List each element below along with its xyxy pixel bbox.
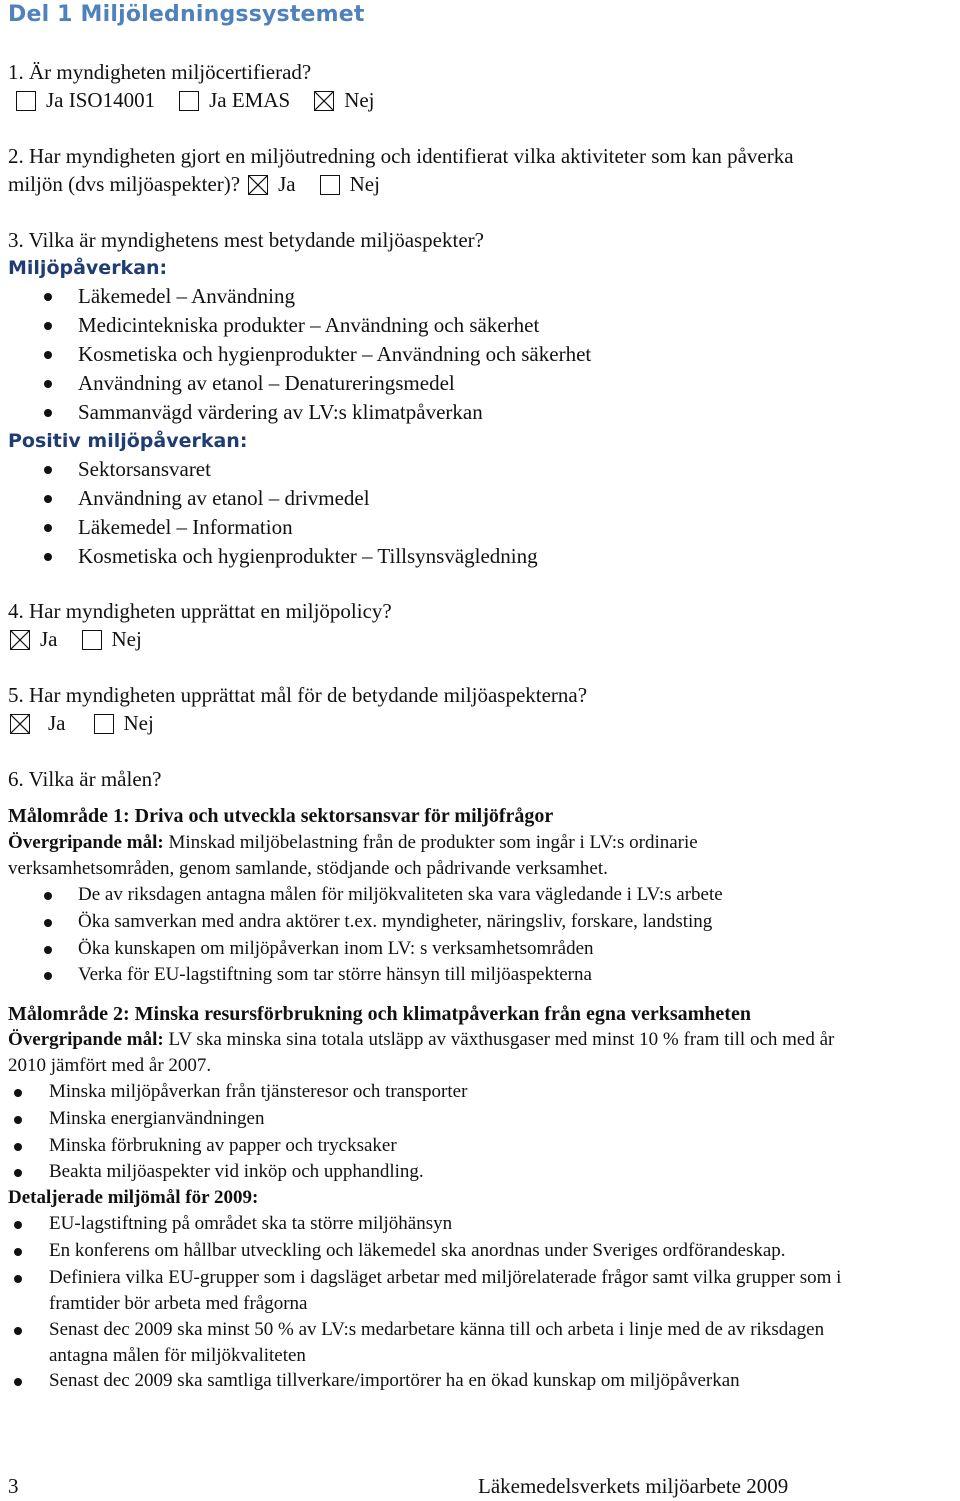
goal-area-2-overall-line-2: 2010 jämfört med år 2007. bbox=[8, 1055, 212, 1076]
option-label: Ja ISO14001 bbox=[46, 88, 156, 112]
option-label: Ja bbox=[278, 172, 296, 196]
list-item: Öka kunskapen om miljöpåverkan inom LV: s verksamhetsområden bbox=[78, 938, 594, 959]
bullet bbox=[14, 1327, 22, 1335]
list-item: EU-lagstiftning på området ska ta större miljöhänsyn bbox=[49, 1213, 453, 1234]
list-item: Medicintekniska produkter – Användning och säkerhet bbox=[78, 313, 540, 337]
list-item: Kosmetiska och hygienprodukter – Användning och säkerhet bbox=[78, 342, 592, 366]
checkbox-nej[interactable] bbox=[320, 175, 340, 195]
bullet bbox=[44, 892, 52, 900]
detailed-goals-heading: Detaljerade miljömål för 2009: bbox=[8, 1187, 259, 1208]
bullet bbox=[44, 466, 52, 474]
question-2-line-1: 2. Har myndigheten gjort en miljöutredning och identifierat vilka aktiviteter som kan påverka bbox=[8, 144, 794, 168]
bullet bbox=[44, 524, 52, 532]
bullet bbox=[44, 322, 52, 330]
option-label: Nej bbox=[344, 88, 375, 112]
option-label: Ja bbox=[48, 711, 66, 735]
bullet bbox=[14, 1248, 22, 1256]
bullet bbox=[44, 972, 52, 980]
bullet bbox=[44, 409, 52, 417]
list-item: Beakta miljöaspekter vid inköp och upphandling. bbox=[49, 1161, 424, 1182]
list-item: Senast dec 2009 ska samtliga tillverkare/importörer ha en ökad kunskap om miljöpåverkan bbox=[49, 1370, 740, 1391]
bullet bbox=[14, 1275, 22, 1283]
bullet bbox=[44, 293, 52, 301]
checkbox-nej[interactable] bbox=[82, 630, 102, 650]
list-item: Verka för EU-lagstiftning som tar större hänsyn till miljöaspekterna bbox=[78, 964, 592, 985]
goal-area-1-overall-line-1 bbox=[8, 832, 698, 854]
list-item: Sektorsansvaret bbox=[78, 457, 211, 481]
list-item: Öka samverkan med andra aktörer t.ex. myndigheter, näringsliv, forskare, landsting bbox=[78, 911, 713, 932]
page-number: 3 bbox=[8, 1474, 19, 1498]
checkbox-nej[interactable] bbox=[314, 91, 334, 111]
bullet bbox=[44, 919, 52, 927]
option-label: Nej bbox=[123, 711, 154, 735]
checkbox-ja[interactable] bbox=[10, 714, 30, 734]
list-item-continuation: antagna målen för miljökvaliteten bbox=[49, 1345, 306, 1366]
positive-impact-heading: Positiv miljöpåverkan: bbox=[8, 430, 248, 452]
list-item: Minska energianvändningen bbox=[49, 1108, 265, 1129]
bullet bbox=[44, 553, 52, 561]
goal-area-1-overall-line-2: verksamhetsområden, genom samlande, stödjande och pådrivande verksamhet. bbox=[8, 858, 608, 879]
checkbox-ja-iso14001[interactable] bbox=[16, 91, 36, 111]
list-item-continuation: framtider bör arbeta med frågorna bbox=[49, 1293, 308, 1314]
question-2-text: miljön (dvs miljöaspekter)? bbox=[8, 172, 241, 196]
list-item: Läkemedel – Information bbox=[78, 515, 293, 539]
question-1: 1. Är myndigheten miljöcertifierad? bbox=[8, 60, 312, 84]
bullet bbox=[44, 946, 52, 954]
bullet bbox=[14, 1116, 22, 1124]
question-4-options bbox=[10, 627, 166, 652]
question-5-options bbox=[10, 711, 178, 736]
list-item: Definiera vilka EU-grupper som i dagsläget arbetar med miljörelaterade frågor samt vilka grupper som i bbox=[49, 1267, 842, 1288]
list-item: De av riksdagen antagna målen för miljökvaliteten ska vara vägledande i LV:s arbete bbox=[78, 884, 723, 905]
overall-goal-text: LV ska minska sina totala utsläpp av växthusgaser med minst 10 % fram till och med år bbox=[163, 1029, 835, 1050]
list-item: Användning av etanol – Denatureringsmedel bbox=[78, 371, 455, 395]
question-6: 6. Vilka är målen? bbox=[8, 767, 162, 791]
question-3: 3. Vilka är myndighetens mest betydande miljöaspekter? bbox=[8, 228, 484, 252]
question-1-options bbox=[16, 88, 399, 113]
list-item: Senast dec 2009 ska minst 50 % av LV:s medarbetare känna till och arbeta i linje med de av riksdagen bbox=[49, 1319, 825, 1340]
checkbox-ja-emas[interactable] bbox=[179, 91, 199, 111]
footer-document-title: Läkemedelsverkets miljöarbete 2009 bbox=[478, 1474, 789, 1498]
option-label: Nej bbox=[349, 172, 380, 196]
checkbox-ja[interactable] bbox=[10, 630, 30, 650]
question-5: 5. Har myndigheten upprättat mål för de betydande miljöaspekterna? bbox=[8, 683, 588, 707]
negative-impact-heading: Miljöpåverkan: bbox=[8, 257, 168, 279]
bullet bbox=[14, 1143, 22, 1151]
list-item: Användning av etanol – drivmedel bbox=[78, 486, 370, 510]
overall-goal-label: Övergripande mål: bbox=[8, 832, 164, 853]
bullet bbox=[14, 1378, 22, 1386]
check-cross-icon bbox=[11, 715, 29, 733]
list-item: Läkemedel – Användning bbox=[78, 284, 295, 308]
bullet bbox=[14, 1089, 22, 1097]
bullet bbox=[44, 495, 52, 503]
option-label: Ja EMAS bbox=[209, 88, 291, 112]
section-heading: Del 1 Miljöledningssystemet bbox=[8, 2, 365, 27]
list-item: Minska miljöpåverkan från tjänsteresor och transporter bbox=[49, 1081, 468, 1102]
overall-goal-text: Minskad miljöbelastning från de produkter som ingår i LV:s ordinarie bbox=[163, 832, 698, 853]
goal-area-1-title: Målområde 1: Driva och utveckla sektorsansvar för miljöfrågor bbox=[8, 805, 554, 827]
question-4: 4. Har myndigheten upprättat en miljöpolicy? bbox=[8, 599, 392, 623]
bullet bbox=[44, 380, 52, 388]
list-item: Minska förbrukning av papper och trycksaker bbox=[49, 1135, 397, 1156]
goal-area-2-title: Målområde 2: Minska resursförbrukning och klimatpåverkan från egna verksamheten bbox=[8, 1003, 751, 1025]
overall-goal-label: Övergripande mål: bbox=[8, 1029, 164, 1050]
goal-area-2-overall-line-1 bbox=[8, 1029, 834, 1051]
bullet bbox=[14, 1221, 22, 1229]
check-cross-icon bbox=[11, 631, 29, 649]
check-cross-icon bbox=[249, 176, 267, 194]
checkbox-nej[interactable] bbox=[94, 714, 114, 734]
list-item: En konferens om hållbar utveckling och läkemedel ska anordnas under Sveriges ordförandeskap. bbox=[49, 1240, 786, 1261]
check-cross-icon bbox=[315, 92, 333, 110]
list-item: Sammanvägd värdering av LV:s klimatpåverkan bbox=[78, 400, 483, 424]
list-item: Kosmetiska och hygienprodukter – Tillsynsvägledning bbox=[78, 544, 538, 568]
option-label: Nej bbox=[111, 627, 142, 651]
option-label: Ja bbox=[40, 627, 58, 651]
question-2-line-2 bbox=[8, 172, 404, 197]
bullet bbox=[14, 1169, 22, 1177]
bullet bbox=[44, 351, 52, 359]
checkbox-ja[interactable] bbox=[248, 175, 268, 195]
